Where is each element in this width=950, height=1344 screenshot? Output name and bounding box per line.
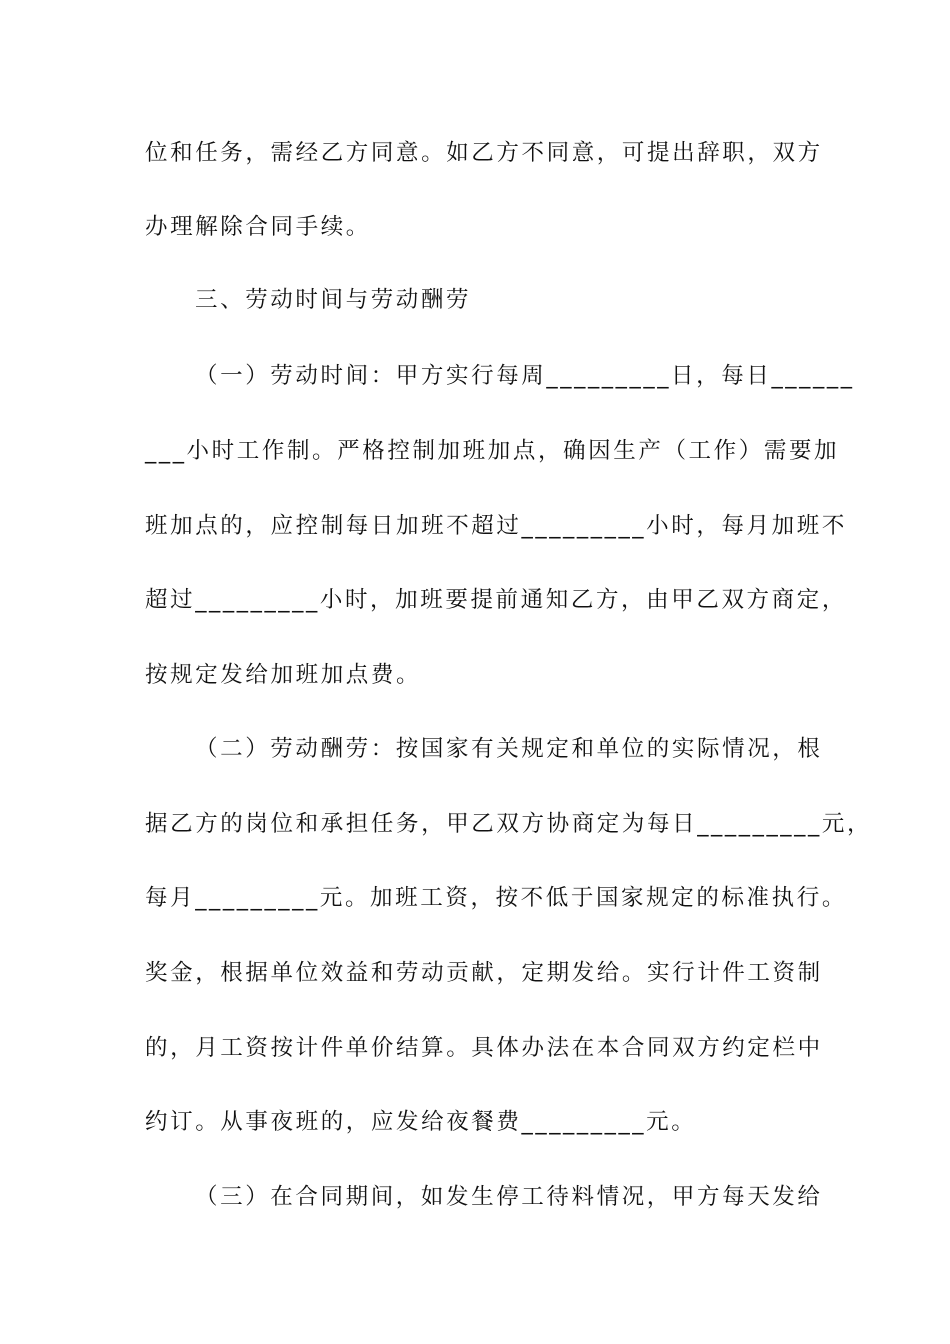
paragraph-line: 据乙方的岗位和承担任务，甲乙双方协商定为每日_________元，: [145, 811, 873, 837]
paragraph-line: 超过_________小时，加班要提前通知乙方，由甲乙双方商定，: [145, 587, 847, 613]
paragraph-line: 每月_________元。加班工资，按不低于国家规定的标准执行。: [145, 885, 847, 911]
paragraph-line: （一）劳动时间：甲方实行每周_________日，每日______: [195, 363, 855, 389]
paragraph-line: （三）在合同期间，如发生停工待料情况，甲方每天发给: [195, 1184, 823, 1210]
section-heading: 三、劳动时间与劳动酬劳: [195, 287, 472, 313]
paragraph-line: 按规定发给加班加点费。: [145, 662, 422, 688]
paragraph-line: 班加点的，应控制每日加班不超过_________小时，每月加班不: [145, 513, 847, 539]
paragraph-line: 办理解除合同手续。: [145, 214, 371, 240]
paragraph-line: 位和任务，需经乙方同意。如乙方不同意，可提出辞职，双方: [145, 140, 823, 166]
paragraph-line: 的，月工资按计件单价结算。具体办法在本合同双方约定栏中: [145, 1035, 823, 1061]
paragraph-line: 约订。从事夜班的，应发给夜餐费_________元。: [145, 1109, 697, 1135]
paragraph-line: （二）劳动酬劳：按国家有关规定和单位的实际情况，根: [195, 736, 823, 762]
paragraph-line: ___小时工作制。严格控制加班加点，确因生产（工作）需要加: [145, 438, 840, 464]
paragraph-line: 奖金，根据单位效益和劳动贡献，定期发给。实行计件工资制: [145, 960, 823, 986]
